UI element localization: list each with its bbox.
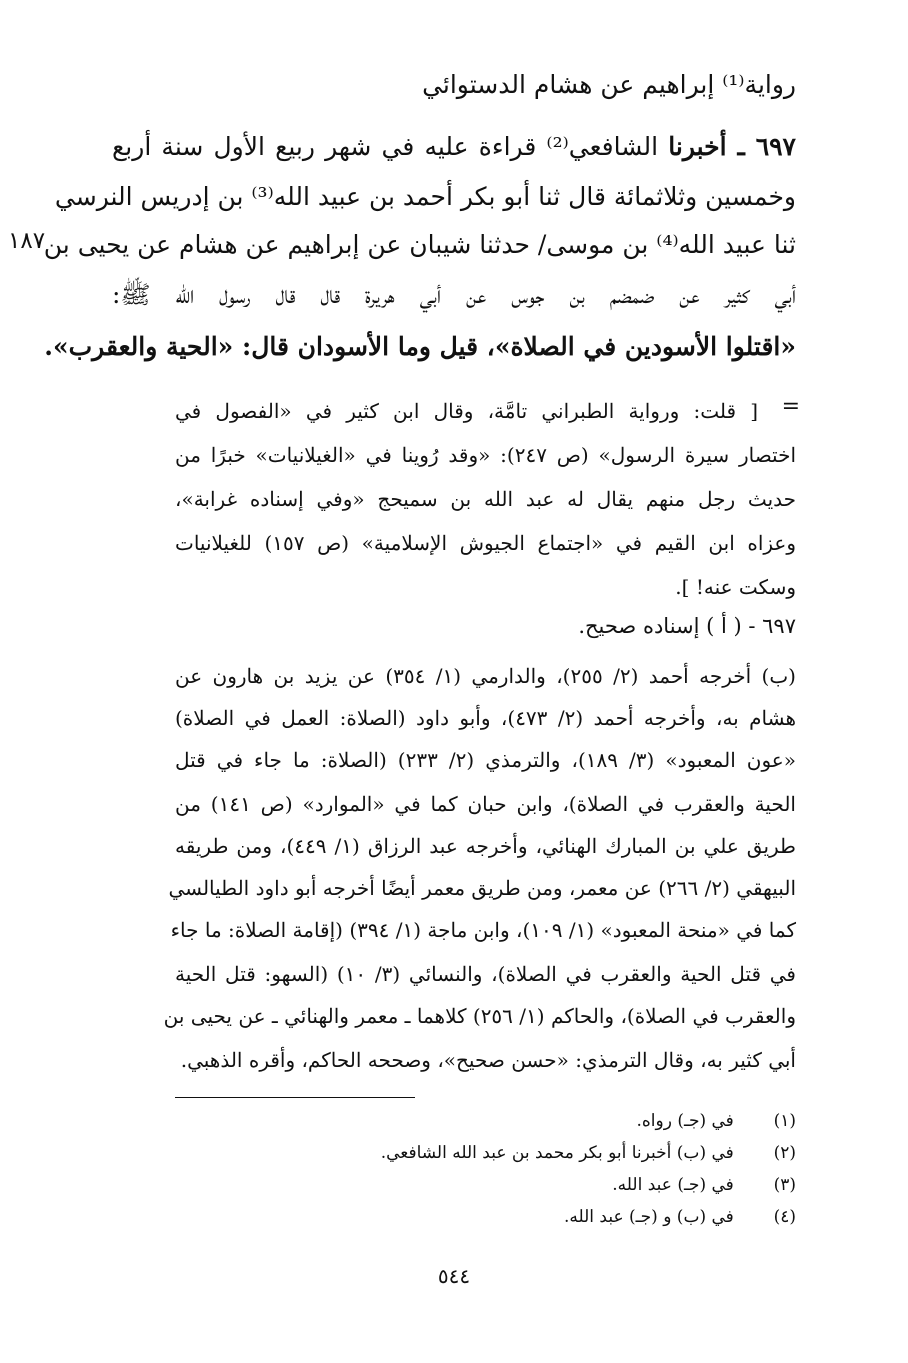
takhrij-line-8 [175, 954, 796, 994]
takhrij-text: كما في «منحة المعبود» (١/ ١٠٩)، وابن ماجة (١/ ٣٩٤) (إقامة الصلاة: ما جاء [170, 918, 796, 942]
hadith-line-1 [112, 122, 796, 172]
takhrij-line-7 [170, 910, 796, 950]
note-text: اختصار سيرة الرسول» (ص ٢٤٧): «وقد رُوينا في «الغيلانيات» خبرًا من [175, 443, 796, 467]
section-title: رواية⁽¹⁾ إبراهيم عن هشام الدستوائي [422, 70, 796, 99]
footnote-2 [381, 1139, 796, 1167]
takhrij-text: الحية والعقرب في الصلاة)، وابن حبان كما في «الموارد» (ص ١٤١) من [175, 792, 796, 816]
footnote-text: في (ب) و (جـ) عبد الله. [563, 1207, 734, 1227]
takhrij-text: في قتل الحية والعقرب في الصلاة)، والنسائي (٣/ ١٠) (السهو: قتل الحية [175, 962, 796, 986]
note-line-5 [175, 564, 796, 610]
takhrij-line-9 [163, 996, 796, 1036]
note-text: وسكت عنه! ]. [675, 575, 796, 599]
hadith-text: أبي كثير عن ضمضم بن جوس عن أبي هريرة قال قال رسول الله ﷺ: [112, 280, 796, 309]
page-number: ٥٤٤ [437, 1264, 471, 1288]
hadith-line-5 [44, 322, 796, 372]
hadith-text: ثنا عبيد الله⁽⁴⁾ بن موسى/ حدثنا شيبان عن إبراهيم عن هشام عن يحيى بن [43, 230, 796, 259]
takhrij-text: هشام به، وأخرجه أحمد (٢/ ٤٧٣)، وأبو داود (الصلاة: العمل في الصلاة) [175, 706, 796, 730]
note-line-3 [175, 476, 796, 522]
footnote-text: في (جـ) رواه. [636, 1111, 734, 1131]
takhrij-text: (ب) أخرجه أحمد (٢/ ٢٥٥)، والدارمي (١/ ٣٥٤) عن يزيد بن هارون عن [175, 664, 796, 688]
takhrij-text: «عون المعبود» (٣/ ١٨٩)، والترمذي (٢/ ٢٣٣) (الصلاة: ما جاء في قتل [175, 748, 796, 772]
note-text: حديث رجل منهم يقال له عبد الله بن سميحج «وفي إسناده غرابة»، [175, 487, 796, 511]
footnote-number: (٢) [773, 1143, 796, 1163]
takhrij-heading: ٦٩٧ - ( أ ) إسناده صحيح. [578, 614, 796, 638]
footnote-number: (١) [773, 1111, 796, 1131]
margin-page-number: ١٨٧ [8, 228, 46, 254]
takhrij-text: أبي كثير به، وقال الترمذي: «حسن صحيح»، وصححه الحاكم، وأقره الذهبي. [180, 1048, 796, 1072]
hadith-line-4 [112, 270, 796, 320]
hadith-line-2 [54, 172, 796, 222]
takhrij-line-5 [175, 826, 796, 866]
note-line-4 [175, 520, 796, 566]
hadith-text: وخمسين وثلاثمائة قال ثنا أبو بكر أحمد بن عبيد الله⁽³⁾ بن إدريس النرسي [54, 182, 796, 211]
hadith-text: «اقتلوا الأسودين في الصلاة»، قيل وما الأسودان قال: «الحية والعقرب». [44, 332, 796, 361]
takhrij-text: البيهقي (٢/ ٢٦٦) عن معمر، ومن طريق معمر أيضًا أخرجه أبو داود الطيالسي [168, 876, 796, 900]
takhrij-line-2 [175, 698, 796, 738]
hadith-number-label: ٦٩٧ ـ أخبرنا [668, 132, 796, 161]
takhrij-text: والعقرب في الصلاة)، والحاكم (١/ ٢٥٦) كلاهما ـ معمر والهنائي ـ عن يحيى بن [163, 1004, 796, 1028]
takhrij-text: طريق علي بن المبارك الهنائي، وأخرجه عبد الرزاق (١/ ٤٤٩)، ومن طريقه [175, 834, 796, 858]
footnote-number: (٤) [773, 1207, 796, 1227]
footnote-number: (٣) [773, 1175, 796, 1195]
note-line-1 [175, 388, 758, 434]
takhrij-line-1 [175, 656, 796, 696]
footnote-text: في (ب) أخبرنا أبو بكر محمد بن عبد الله الشافعي. [380, 1143, 734, 1163]
footnote-rule [175, 1097, 415, 1098]
takhrij-line-4 [175, 784, 796, 824]
note-text: [ قلت: ورواية الطبراني تامَّة، وقال ابن كثير في «الفصول في [175, 399, 758, 423]
note-text: وعزاه ابن القيم في «اجتماع الجيوش الإسلامية» (ص ١٥٧) للغيلانيات [175, 531, 796, 555]
note-line-2 [175, 432, 796, 478]
takhrij-line-3 [175, 740, 796, 780]
takhrij-line-6 [168, 868, 796, 908]
footnote-1 [636, 1107, 796, 1135]
footnote-text: في (جـ) عبد الله. [612, 1175, 734, 1195]
takhrij-line-10 [175, 1040, 796, 1080]
continuation-mark: = [781, 394, 800, 419]
hadith-text: الشافعي⁽²⁾ قراءة عليه في شهر ربيع الأول سنة أربع [112, 132, 659, 161]
footnote-3 [612, 1171, 796, 1199]
footnote-4 [564, 1203, 796, 1231]
hadith-line-3 [43, 220, 796, 270]
